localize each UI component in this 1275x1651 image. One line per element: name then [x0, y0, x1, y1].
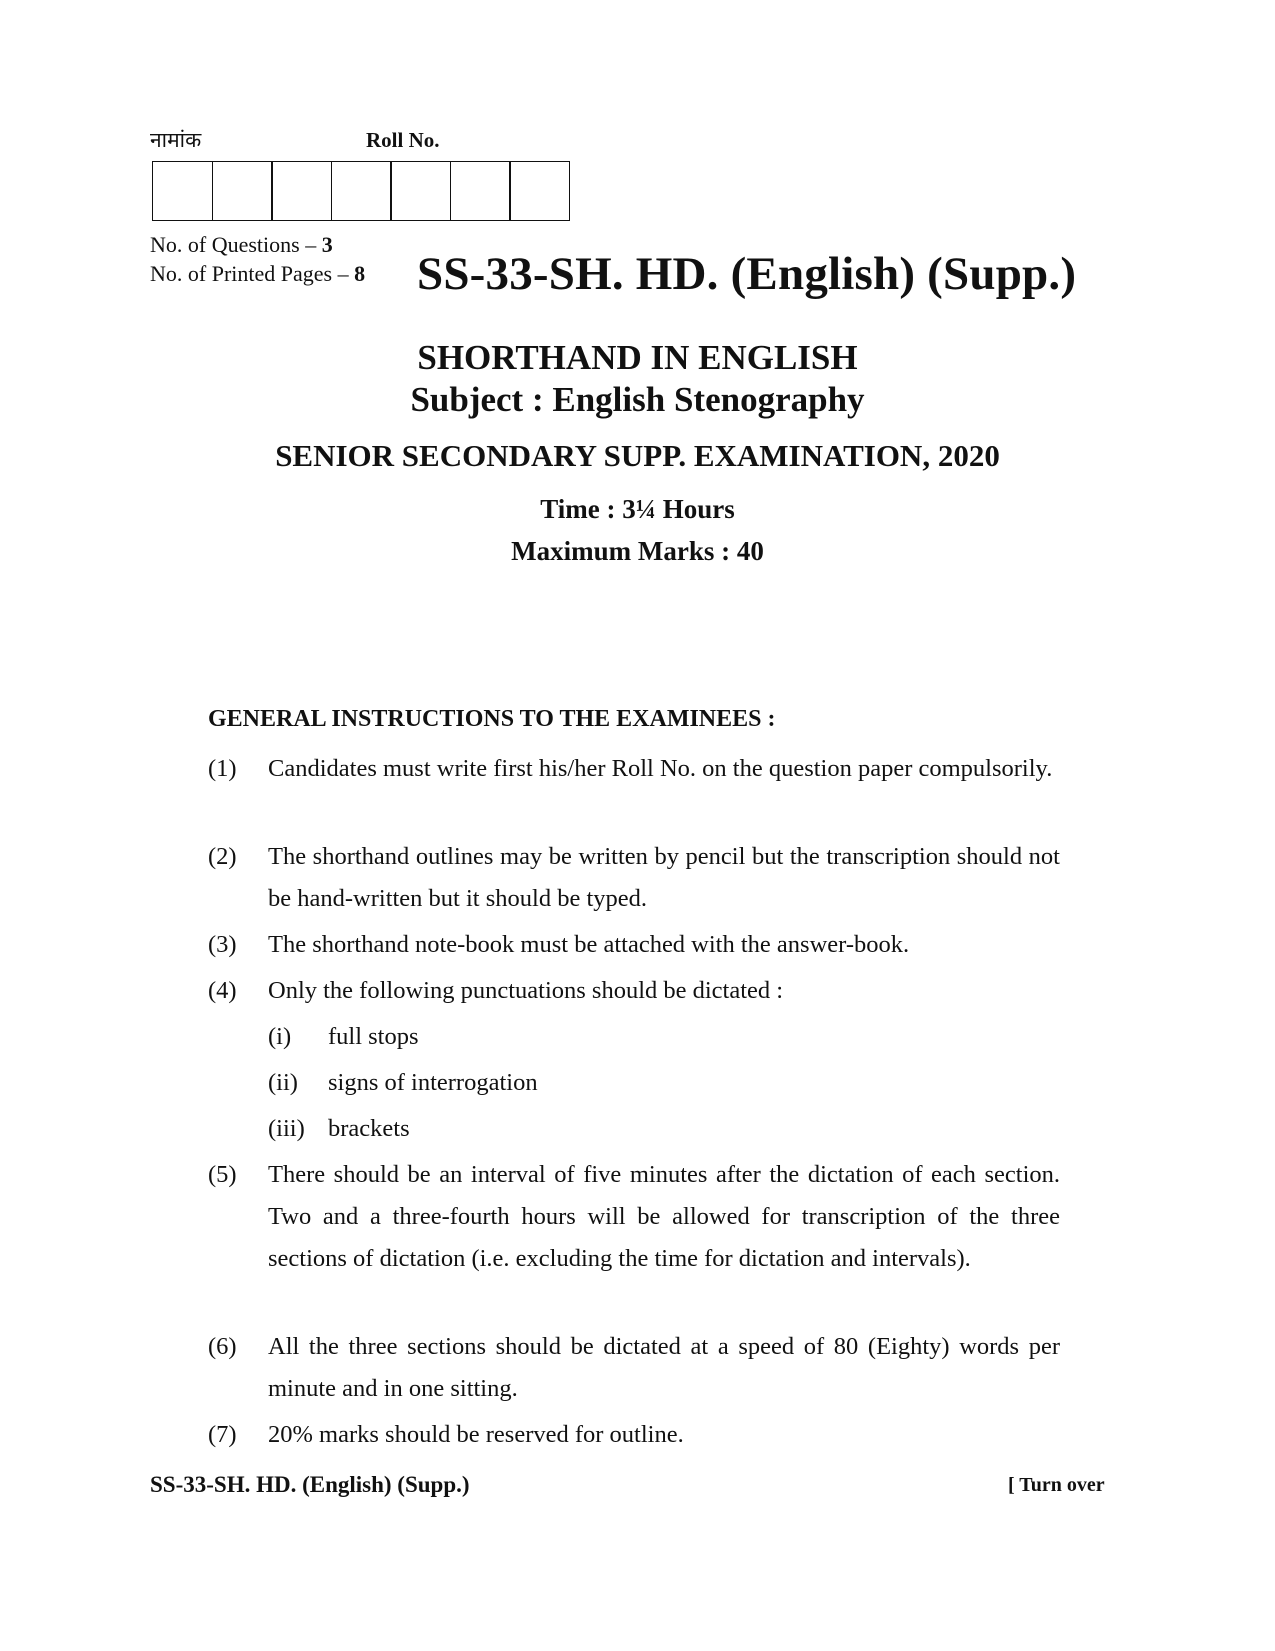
exam-time: Time : 3¼ Hours — [540, 494, 735, 524]
sub-item-text: brackets — [328, 1115, 410, 1142]
paper-code: SS-33-SH. HD. (English) (Supp.) — [417, 248, 1077, 300]
roll-box[interactable] — [390, 161, 451, 221]
instruction-item — [208, 924, 1060, 966]
roll-box[interactable] — [509, 161, 570, 221]
instruction-number: (3) — [208, 931, 237, 958]
instruction-number: (4) — [208, 977, 237, 1004]
paper-subject: Subject : English Stenography — [410, 380, 865, 419]
turn-over-label: [ Turn over — [1008, 1474, 1105, 1496]
max-marks: Maximum Marks : 40 — [511, 536, 764, 566]
instruction-text: Candidates must write first his/her Roll No. on the question paper compulsorily. — [268, 755, 1053, 782]
sub-item-number: (ii) — [268, 1069, 298, 1096]
instruction-text: The shorthand note-book must be attached with the answer-book. — [268, 931, 910, 958]
instruction-item — [208, 836, 1060, 920]
roll-box[interactable] — [212, 161, 273, 221]
sub-item-text: full stops — [328, 1023, 419, 1050]
instruction-text: All the three sections should be dictated at a speed of 80 (Eighty) words per minute and in one sitting. — [268, 1333, 1060, 1402]
pages-count — [150, 261, 365, 287]
questions-count — [150, 232, 333, 258]
roll-box[interactable] — [271, 161, 332, 221]
instructions-heading: GENERAL INSTRUCTIONS TO THE EXAMINEES : — [208, 706, 776, 732]
instruction-number: (1) — [208, 755, 237, 782]
footer-paper-code: SS-33-SH. HD. (English) (Supp.) — [150, 1472, 470, 1497]
roll-label-hindi: नामांक — [150, 128, 202, 152]
paper-title: SHORTHAND IN ENGLISH — [417, 338, 858, 377]
roll-box[interactable] — [152, 161, 213, 221]
instruction-item — [208, 1414, 1060, 1456]
instruction-item — [208, 1326, 1060, 1410]
instruction-item — [208, 970, 1060, 1012]
sub-item-number: (i) — [268, 1023, 292, 1050]
roll-label: Roll No. — [366, 128, 440, 152]
instruction-text: There should be an interval of five minutes after the dictation of each section. Two and a three-fourth hours will be allowed for transcription of the three sections of dictation (i.e. excluding the time for dictation and intervals). — [268, 1161, 1060, 1272]
instruction-item — [208, 1154, 1060, 1280]
roll-box[interactable] — [450, 161, 511, 221]
questions-label: No. of Questions – — [150, 232, 322, 257]
instruction-item — [208, 748, 1060, 790]
instruction-number: (6) — [208, 1333, 237, 1360]
exam-name: SENIOR SECONDARY SUPP. EXAMINATION, 2020 — [275, 438, 1000, 473]
questions-value: 3 — [321, 232, 333, 257]
pages-label: No. of Printed Pages – — [150, 261, 355, 286]
instruction-text: 20% marks should be reserved for outline. — [268, 1421, 684, 1448]
sub-item-text: signs of interrogation — [328, 1069, 538, 1096]
pages-value: 8 — [354, 261, 366, 286]
instruction-text: The shorthand outlines may be written by pencil but the transcription should not be hand-written but it should be typed. — [268, 843, 1060, 912]
instruction-text: Only the following punctuations should be dictated : — [268, 977, 784, 1004]
instruction-number: (5) — [208, 1161, 237, 1188]
instruction-number: (7) — [208, 1421, 237, 1448]
roll-box[interactable] — [331, 161, 392, 221]
roll-number-boxes — [152, 161, 570, 221]
instruction-number: (2) — [208, 843, 237, 870]
sub-item-number: (iii) — [268, 1115, 305, 1142]
